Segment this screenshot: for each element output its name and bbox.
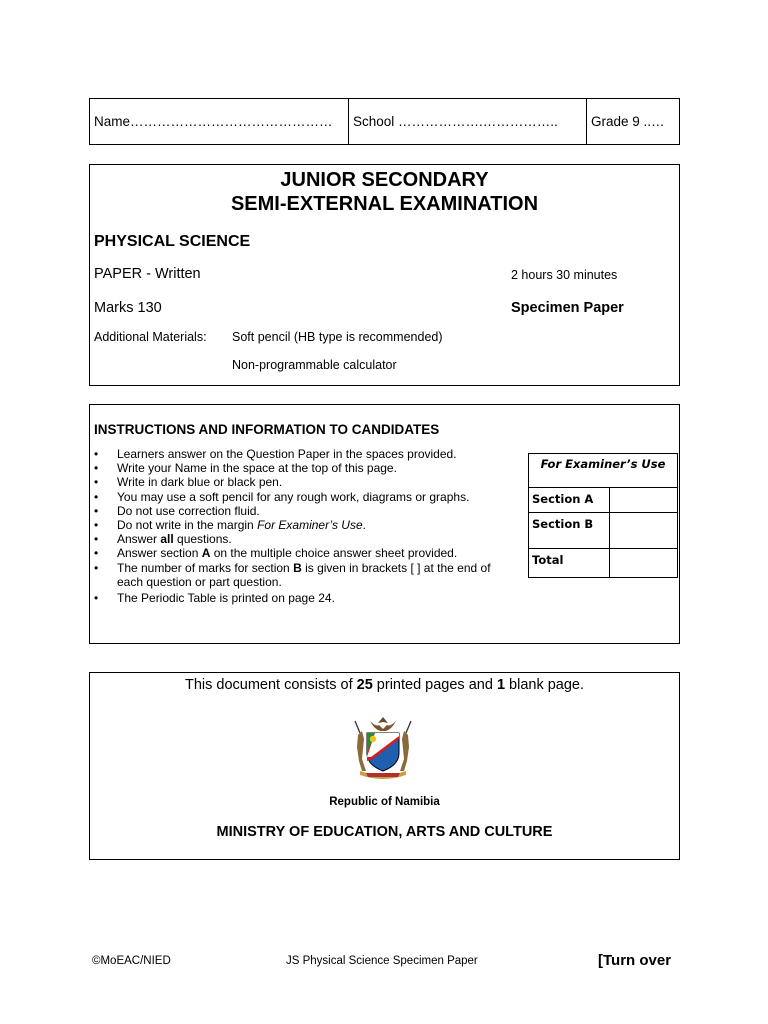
- namibia-coat-of-arms-icon: [352, 713, 414, 783]
- grade-field[interactable]: [587, 99, 679, 144]
- school-label: School ……………….……………..: [353, 114, 558, 129]
- examiner-use-table: [528, 453, 678, 578]
- instruction-item: • Write your Name in the space at the top of this page.: [94, 461, 514, 475]
- turn-over-label: [Turn over: [598, 952, 672, 969]
- section-b-score-cell[interactable]: [610, 513, 677, 548]
- exam-type-title: SEMI-EXTERNAL EXAMINATION: [230, 193, 539, 215]
- instruction-item: • You may use a soft pencil for any rough work, diagrams or graphs.: [94, 490, 514, 504]
- instructions-list: [94, 447, 514, 605]
- specimen-paper-label: Specimen Paper: [511, 300, 624, 316]
- material-item: Non-programmable calculator: [232, 358, 397, 372]
- document-info-box: [89, 672, 680, 860]
- instruction-item: • Do not write in the margin For Examiner’s Use.: [94, 518, 514, 532]
- republic-label: Republic of Namibia: [329, 796, 440, 808]
- section-b-label: Section B: [529, 513, 610, 548]
- ministry-label: MINISTRY OF EDUCATION, ARTS AND CULTURE: [216, 824, 553, 840]
- paper-label: PAPER - Written: [94, 266, 201, 282]
- instruction-item: • Write in dark blue or black pen.: [94, 475, 514, 489]
- exam-title-box: [89, 164, 680, 386]
- instructions-box: [89, 404, 680, 644]
- school-field[interactable]: [349, 99, 587, 144]
- copyright-label: ©MoEAC/NIED: [92, 955, 171, 967]
- examiner-row-section-a: [529, 488, 677, 513]
- page-count-statement: This document consists of 25 printed pages and 1 blank page.: [184, 677, 585, 693]
- examiner-row-total: [529, 549, 677, 577]
- grade-label: Grade 9 ..…: [591, 114, 665, 129]
- instruction-item: • The Periodic Table is printed on page 24.: [94, 591, 514, 605]
- examiner-row-section-b: [529, 513, 677, 549]
- instruction-item: • Answer section A on the multiple choice answer sheet provided.: [94, 546, 514, 560]
- section-a-score-cell[interactable]: [610, 488, 677, 512]
- section-a-label: Section A: [529, 488, 610, 512]
- instruction-item: • Learners answer on the Question Paper in the spaces provided.: [94, 447, 514, 461]
- examiner-table-header: For Examiner’s Use: [529, 454, 677, 488]
- candidate-details-row: [89, 98, 680, 145]
- material-item: Soft pencil (HB type is recommended): [232, 330, 443, 344]
- exam-level-title: JUNIOR SECONDARY: [280, 169, 489, 191]
- materials-heading: Additional Materials:: [94, 330, 207, 344]
- instruction-item: • Do not use correction fluid.: [94, 504, 514, 518]
- footer-document-title: JS Physical Science Specimen Paper: [286, 955, 478, 967]
- total-score-cell[interactable]: [610, 549, 677, 577]
- name-label: Name………………………………………: [94, 114, 333, 129]
- total-label: Total: [529, 549, 610, 577]
- subject-title: PHYSICAL SCIENCE: [94, 233, 251, 250]
- instruction-item: • Answer all questions.: [94, 532, 514, 546]
- duration-label: 2 hours 30 minutes: [511, 268, 618, 282]
- marks-label: Marks 130: [94, 300, 162, 316]
- instructions-heading: INSTRUCTIONS AND INFORMATION TO CANDIDATES: [94, 422, 440, 437]
- instruction-item: • The number of marks for section B is given in brackets [ ] at the end of each question or part question.: [94, 561, 514, 589]
- name-field[interactable]: [90, 99, 349, 144]
